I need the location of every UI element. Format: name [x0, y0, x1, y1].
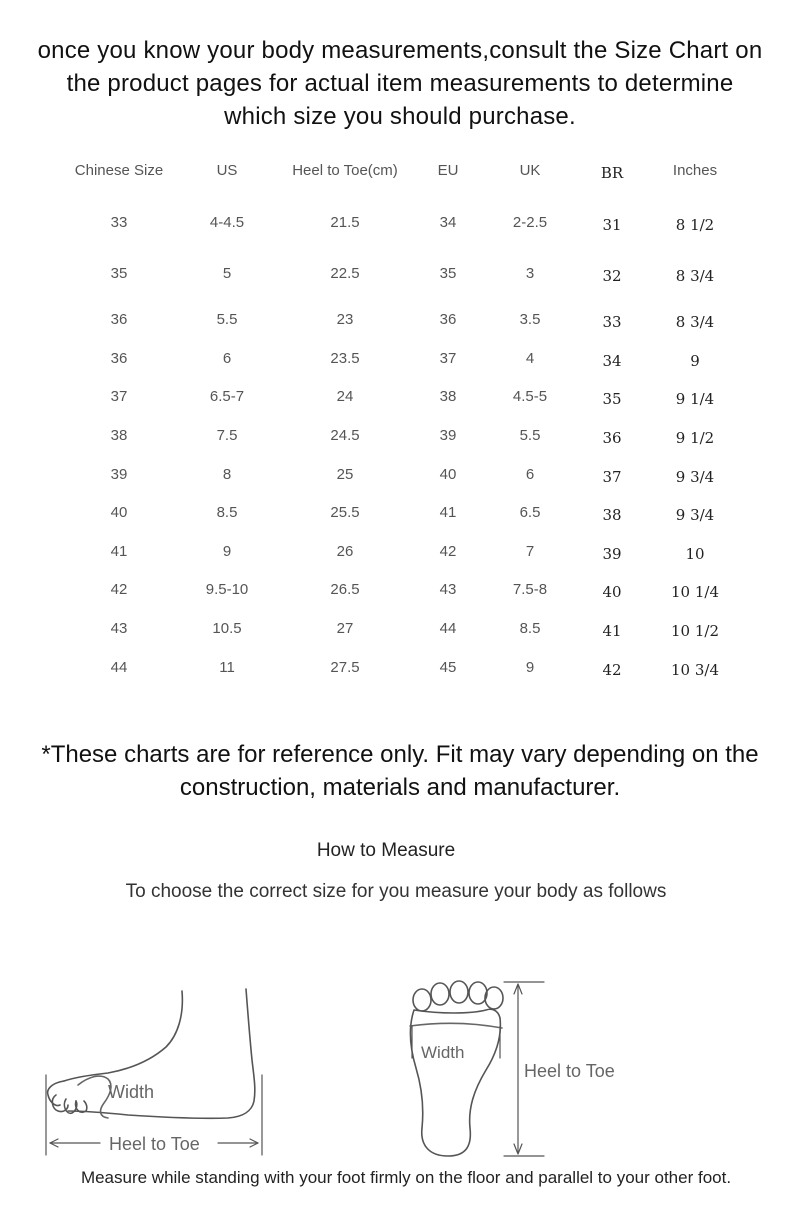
table-cell: 7.5-8 [512, 581, 548, 598]
table-cell: 9 3/4 [675, 506, 715, 524]
measure-instruction: Measure while standing with your foot firmly on the floor and parallel to your other foot. [80, 1168, 732, 1187]
table-cell: 26 [336, 543, 354, 560]
table-header-cell: Heel to Toe(cm) [292, 162, 398, 179]
table-cell: 9 [222, 543, 232, 560]
table-cell: 39 [110, 466, 128, 483]
table-cell: 10 1/2 [671, 622, 719, 640]
table-cell: 9.5-10 [205, 581, 249, 598]
table-cell: 42 [439, 543, 457, 560]
table-cell: 5.5 [519, 427, 541, 444]
table-cell: 8 3/4 [675, 313, 715, 331]
table-cell: 10 1/4 [671, 583, 719, 601]
table-cell: 32 [602, 267, 622, 285]
table-cell: 8 1/2 [675, 216, 715, 234]
table-cell: 43 [110, 620, 128, 637]
table-cell: 7 [525, 543, 535, 560]
table-cell: 41 [439, 504, 457, 521]
table-cell: 33 [602, 313, 622, 331]
table-cell: 25 [336, 466, 354, 483]
table-header-cell: Inches [672, 162, 718, 179]
table-cell: 7.5 [216, 427, 238, 444]
table-cell: 42 [602, 661, 622, 679]
table-cell: 35 [110, 265, 128, 282]
table-cell: 4.5-5 [512, 388, 548, 405]
table-cell: 9 1/4 [675, 390, 715, 408]
table-cell: 35 [439, 265, 457, 282]
table-cell: 11 [219, 659, 235, 676]
table-cell: 39 [602, 545, 622, 563]
how-to-measure-title: How to Measure [316, 840, 456, 861]
table-cell: 8.5 [216, 504, 238, 521]
table-cell: 40 [602, 583, 622, 601]
table-cell: 40 [110, 504, 128, 521]
table-cell: 38 [110, 427, 128, 444]
table-cell: 40 [439, 466, 457, 483]
table-cell: 21.5 [330, 214, 360, 231]
side-heel-to-toe-label: Heel to Toe [109, 1134, 200, 1154]
table-cell: 23 [336, 311, 354, 328]
table-cell: 36 [439, 311, 457, 328]
sole-width-label: Width [421, 1043, 465, 1062]
table-cell: 10 [685, 545, 705, 563]
table-cell: 3.5 [519, 311, 541, 328]
table-cell: 31 [602, 216, 622, 234]
reference-note [0, 738, 800, 804]
how-to-measure-subtitle: To choose the correct size for you measure your body as follows [125, 881, 667, 902]
reference-note-line-2: construction, materials and manufacturer. [179, 774, 621, 801]
side-foot-illustration [38, 985, 278, 1165]
table-cell: 9 [690, 352, 700, 370]
table-cell: 36 [110, 350, 128, 367]
table-cell: 41 [110, 543, 128, 560]
table-cell: 41 [602, 622, 622, 640]
table-header-cell: US [216, 162, 238, 179]
table-cell: 9 [525, 659, 535, 676]
table-header-cell: Chinese Size [74, 162, 164, 179]
table-cell: 39 [439, 427, 457, 444]
table-cell: 33 [110, 214, 128, 231]
table-cell: 8 [222, 466, 232, 483]
table-cell: 36 [602, 429, 622, 447]
side-width-label: Width [108, 1082, 155, 1102]
intro-line-2: the product pages for actual item measurements to determine [66, 70, 734, 97]
table-cell: 5.5 [216, 311, 238, 328]
table-cell: 6.5-7 [209, 388, 245, 405]
table-cell: 2-2.5 [512, 214, 548, 231]
sole-heel-to-toe-label: Heel to Toe [524, 1061, 615, 1081]
table-cell: 45 [439, 659, 457, 676]
table-cell: 44 [439, 620, 457, 637]
table-cell: 4 [525, 350, 535, 367]
table-header-cell: UK [519, 162, 541, 179]
table-cell: 43 [439, 581, 457, 598]
table-cell: 34 [439, 214, 457, 231]
table-cell: 8.5 [519, 620, 541, 637]
table-cell: 6 [525, 466, 535, 483]
table-cell: 37 [110, 388, 128, 405]
table-cell: 4-4.5 [209, 214, 245, 231]
table-cell: 6 [222, 350, 232, 367]
table-cell: 38 [602, 506, 622, 524]
intro-text [0, 34, 800, 133]
table-cell: 5 [222, 265, 232, 282]
table-cell: 35 [602, 390, 622, 408]
table-cell: 6.5 [519, 504, 541, 521]
table-cell: 44 [110, 659, 128, 676]
table-cell: 3 [525, 265, 535, 282]
table-cell: 42 [110, 581, 128, 598]
table-cell: 37 [439, 350, 457, 367]
table-cell: 37 [602, 468, 622, 486]
table-cell: 10 3/4 [671, 661, 719, 679]
table-cell: 24 [336, 388, 354, 405]
table-header-cell: EU [437, 162, 459, 179]
table-cell: 24.5 [330, 427, 360, 444]
reference-note-line-1: *These charts are for reference only. Fit may vary depending on the [41, 741, 759, 768]
table-cell: 38 [439, 388, 457, 405]
table-cell: 26.5 [330, 581, 360, 598]
table-header-cell: BR [600, 164, 624, 182]
intro-line-1: once you know your body measurements,consult the Size Chart on [37, 37, 763, 64]
table-cell: 27.5 [330, 659, 360, 676]
table-cell: 9 3/4 [675, 468, 715, 486]
table-cell: 9 1/2 [675, 429, 715, 447]
table-cell: 25.5 [330, 504, 360, 521]
table-cell: 34 [602, 352, 622, 370]
table-cell: 10.5 [212, 620, 242, 637]
table-cell: 27 [336, 620, 354, 637]
table-cell: 8 3/4 [675, 267, 715, 285]
sole-foot-illustration [400, 978, 640, 1168]
table-cell: 22.5 [330, 265, 360, 282]
table-cell: 23.5 [330, 350, 360, 367]
intro-line-3: which size you should purchase. [224, 103, 576, 130]
table-cell: 36 [110, 311, 128, 328]
